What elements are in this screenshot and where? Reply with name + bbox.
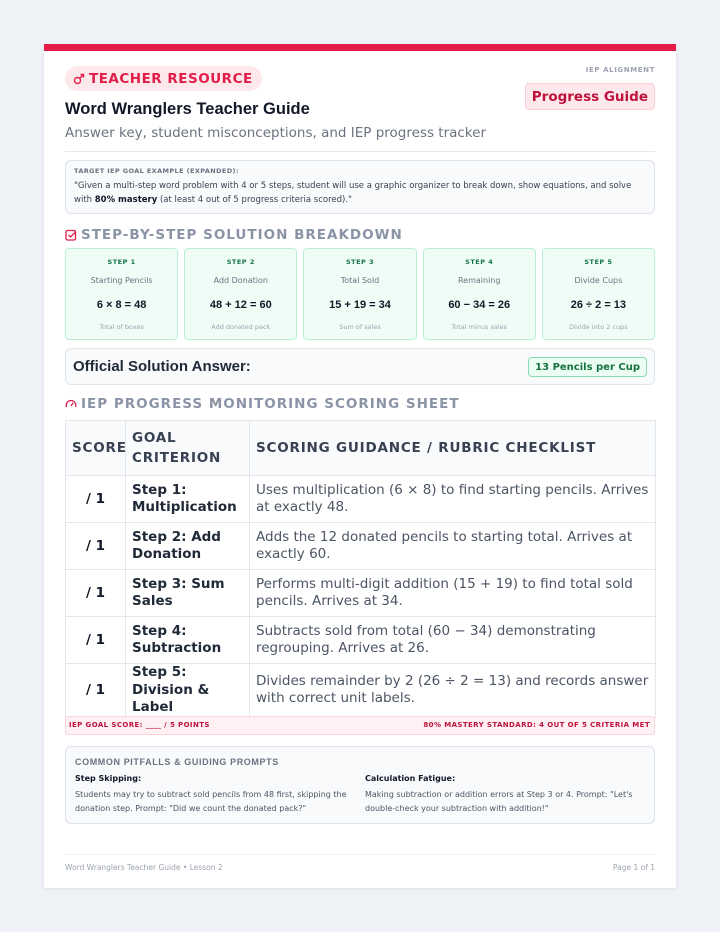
- pitfall-body: Making subtraction or addition errors at Step 3 or 4. Prompt: "Let's double-check your subtraction with addition!": [365, 790, 633, 813]
- gauge-icon: [65, 398, 77, 410]
- criterion-cell: Step 2: Add Donation: [126, 523, 250, 570]
- step-caption: Total of boxes: [99, 323, 144, 331]
- step-name: Total Sold: [340, 276, 380, 285]
- table-row: [66, 617, 656, 664]
- teacher-resource-badge: [65, 66, 262, 91]
- checkbox-icon: [65, 229, 77, 241]
- step-number: STEP 4: [465, 258, 494, 266]
- score-cell[interactable]: / 1: [66, 523, 126, 570]
- page-subtitle: Answer key, student misconceptions, and IEP progress tracker: [65, 125, 487, 141]
- iep-goal-text: [74, 179, 646, 207]
- guidance-cell: Uses multiplication (6 × 8) to find starting pencils. Arrives at exactly 48.: [250, 476, 656, 523]
- step-equation: 6 × 8 = 48: [96, 299, 147, 311]
- pitfalls-box: [65, 746, 655, 824]
- guidance-cell: Divides remainder by 2 (26 ÷ 2 = 13) and records answer with correct unit labels.: [250, 664, 656, 718]
- step-number: STEP 5: [584, 258, 613, 266]
- table-row: [66, 570, 656, 617]
- criterion-cell: Step 4: Subtraction: [126, 617, 250, 664]
- iep-alignment-label: IEP ALIGNMENT: [585, 66, 655, 74]
- step-caption: Divide into 2 cups: [569, 323, 628, 331]
- step-number: STEP 1: [107, 258, 136, 266]
- step-number: STEP 3: [345, 258, 375, 266]
- badge-label: TEACHER RESOURCE: [89, 70, 253, 87]
- step-card: [303, 248, 416, 340]
- mastery-standard-text: 80% MASTERY STANDARD: 4 OUT OF 5 CRITERIA MET: [423, 721, 650, 729]
- breakdown-heading: [65, 227, 403, 243]
- step-number: STEP 2: [226, 258, 255, 266]
- step-name: Starting Pencils: [90, 276, 153, 285]
- guidance-cell: Subtracts sold from total (60 − 34) demonstrating regrouping. Arrives at 26.: [250, 617, 656, 664]
- step-card: [184, 248, 297, 340]
- step-caption: Total minus sales: [451, 323, 508, 331]
- column-header: GOAL CRITERION: [126, 421, 250, 476]
- guidance-cell: Adds the 12 donated pencils to starting total. Arrives at exactly 60.: [250, 523, 656, 570]
- column-header: SCORE: [66, 421, 126, 476]
- pitfall-item: [75, 774, 357, 816]
- score-cell[interactable]: / 1: [66, 570, 126, 617]
- solution-answer-box: [65, 348, 655, 385]
- solution-answer-value: 13 Pencils per Cup: [528, 357, 647, 377]
- step-equation: 26 ÷ 2 = 13: [570, 299, 627, 311]
- goal-text-end: (at least 4 out of 5 progress criteria scored).": [157, 195, 352, 205]
- step-card: [542, 248, 655, 340]
- pitfall-title: Calculation Fatigue:: [365, 774, 456, 783]
- table-row: [66, 523, 656, 570]
- step-equation: 15 + 19 = 34: [329, 299, 391, 311]
- iep-goal-box: [65, 160, 655, 214]
- goal-score-text[interactable]: IEP GOAL SCORE: ____ / 5 POINTS: [69, 721, 210, 729]
- document-page: [44, 44, 676, 888]
- score-cell[interactable]: / 1: [66, 664, 126, 718]
- guidance-cell: Performs multi-digit addition (15 + 19) to find total sold pencils. Arrives at 34.: [250, 570, 656, 617]
- column-header: SCORING GUIDANCE / RUBRIC CHECKLIST: [250, 421, 656, 476]
- progress-guide-badge: Progress Guide: [525, 83, 655, 110]
- scoring-table: [65, 420, 656, 718]
- table-header-row: [66, 421, 656, 476]
- scoring-heading-text: IEP PROGRESS MONITORING SCORING SHEET: [81, 396, 460, 412]
- goal-score-strip: [65, 716, 655, 735]
- pitfall-body: Students may try to subtract sold pencils from 48 first, skipping the donation step. Prompt: "Did we count the donated pack?": [75, 790, 347, 813]
- pitfall-title: Step Skipping:: [75, 774, 142, 783]
- step-equation: 48 + 12 = 60: [209, 299, 272, 311]
- goal-text-start: "Given a multi-step word problem with 4 or 5 steps, student will use a graphic organizer to break down, show equations, and solve with: [74, 181, 632, 205]
- score-cell[interactable]: / 1: [66, 617, 126, 664]
- table-row: [66, 664, 656, 718]
- footer-divider: [65, 854, 655, 855]
- criterion-cell: Step 5: Division & Label: [126, 664, 250, 718]
- pitfall-item: [365, 774, 647, 816]
- score-cell[interactable]: / 1: [66, 476, 126, 523]
- scoring-heading: [65, 396, 460, 412]
- footer-page-number: Page 1 of 1: [612, 863, 655, 872]
- step-name: Add Donation: [213, 276, 268, 285]
- male-symbol-icon: [73, 73, 85, 85]
- step-caption: Add donated pack: [211, 323, 271, 331]
- breakdown-heading-text: STEP-BY-STEP SOLUTION BREAKDOWN: [81, 227, 403, 243]
- header-divider: [65, 151, 655, 152]
- goal-mastery: 80% mastery: [94, 195, 158, 205]
- solution-answer-label: Official Solution Answer:: [73, 358, 251, 375]
- step-card: [423, 248, 536, 340]
- step-equation: 60 − 34 = 26: [448, 299, 511, 311]
- page-title: Word Wranglers Teacher Guide: [65, 100, 310, 118]
- iep-goal-label: TARGET IEP GOAL EXAMPLE (EXPANDED):: [74, 167, 239, 175]
- footer-left: Word Wranglers Teacher Guide • Lesson 2: [65, 863, 223, 872]
- step-name: Divide Cups: [574, 276, 623, 285]
- step-cards: [65, 248, 655, 340]
- step-caption: Sum of sales: [339, 323, 381, 331]
- step-name: Remaining: [457, 276, 501, 285]
- step-card: [65, 248, 178, 340]
- pitfalls-heading: COMMON PITFALLS & GUIDING PROMPTS: [75, 757, 279, 767]
- criterion-cell: Step 1: Multiplication: [126, 476, 250, 523]
- table-row: [66, 476, 656, 523]
- criterion-cell: Step 3: Sum Sales: [126, 570, 250, 617]
